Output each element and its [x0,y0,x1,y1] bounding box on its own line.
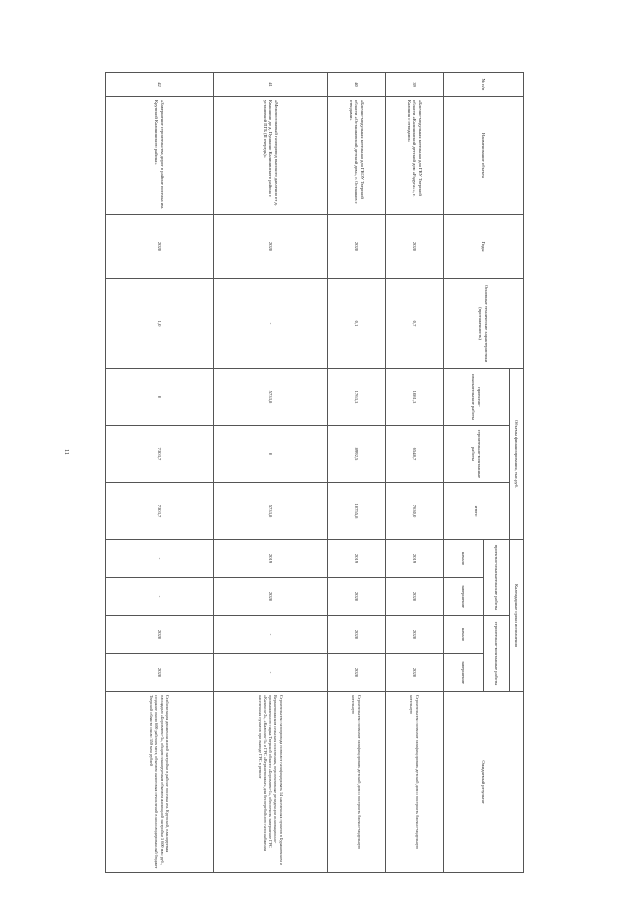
row-result: Стабилизация движения жилой застройки в районе поселка им. Крупской, планируемая площадью «Боровлево-3», общим планируемым объемом жилищной застройки 5 600 млн руб., создание около 600 рабочих мест, объемом налоговых отчислений в консолидированный бюджет Тверской области около 350 млн рублей [106,692,214,873]
table-row [214,73,328,873]
table-row [106,73,214,873]
row-total: 7630,0 [386,483,444,540]
row-name: «Блочно-модульная котельная для ГКОУ Тверской области «Осташковский детский дом», г. Осташков с отводами» [328,97,386,215]
header-deadlines-design: проектно-изыскательские работы [484,540,510,616]
row-construction-end: 2020 [386,654,444,692]
row-construction-start: - [214,616,328,654]
row-design-end: 2020 [214,578,328,616]
row-total: 7303,7 [106,483,214,540]
row-result: Строительство позволит газифицировать детский дом и построить блочно-модульную котельную [328,692,386,873]
header-design-start: начало [444,540,484,578]
row-design-start: 2019 [214,540,328,578]
row-characteristics: - [214,279,328,369]
row-construction-cost: 6548,7 [386,426,444,483]
row-design-cost: 5733,8 [214,369,328,426]
row-num: 42 [106,73,214,97]
row-design-cost: 0 [106,369,214,426]
page-number: 11 [63,449,69,455]
rotated-table-container [106,72,524,872]
projects-table [105,72,524,873]
header-design-end: завершение [444,578,484,616]
row-construction-cost: 8992,5 [328,426,386,483]
row-construction-start: 2020 [106,616,214,654]
row-design-end: 2020 [328,578,386,616]
row-num: 39 [386,73,444,97]
header-characteristics: Основные технические характеристики (протяженность) [444,279,524,369]
row-year: 2020 [386,215,444,279]
row-num: 41 [214,73,328,97]
row-design-start: 2019 [328,540,386,578]
row-year: 2020 [214,215,328,279]
row-design-cost: 1763,3 [328,369,386,426]
row-name: «Межпоселковый газопровод высокого давления от д. Квакшино до д. Пушкино Калининского района с установкой ПГБ (II очередь)» [214,97,328,215]
row-total: 5733,8 [214,483,328,540]
row-total: 10755,8 [328,483,386,540]
row-year: 2020 [106,215,214,279]
header-name: Наименование объекта [444,97,524,215]
header-num: № п/п [444,73,524,97]
table-row [328,73,386,873]
row-name: «Блочно-модульная котельная для ГКУ Тверской области «Калининский детский дом «Радуга»», г. Калинин с отводами» [386,97,444,215]
row-design-end: 2020 [386,578,444,616]
header-result: Ожидаемый результат [444,692,524,873]
row-characteristics: 1,0 [106,279,214,369]
header-deadlines: Календарные сроки исполнения [510,540,524,692]
row-design-cost: 1081,3 [386,369,444,426]
header-deadlines-construction: строительно-монтажные работы [484,616,510,692]
row-construction-start: 2020 [328,616,386,654]
header-funding-construction: строительно-монтажные работы [444,426,510,483]
row-construction-cost: 0 [214,426,328,483]
row-name: «Завершение строительства дорог в районе поселка им. Крупской Калининского района» [106,97,214,215]
header-construction-start: начало [444,616,484,654]
row-num: 40 [328,73,386,97]
header-years: Годы [444,215,524,279]
row-design-end: - [106,578,214,616]
row-year: 2020 [328,215,386,279]
header-funding: Объемы финансирования, тыс.руб. [510,369,524,540]
header-funding-total: итого [444,483,510,540]
table-row [386,73,444,873]
header-construction-end: завершение [444,654,484,692]
row-result: Строительство газопровода позволит газифицировать 14 населенных пунктов в Бурашевском и Верхневолжском сельских поселениях, перспективные резиденции инновационно-промышленного парка Тверской области «Боровлево-1», обеспечить завершение ГРС «Калинин-2», «Калинин-3» и ГРС «Верхневолжье» для бесперебойного газоснабжения населенных пунктов при выводе ГРС в ремонт [214,692,328,873]
row-design-start: 2019 [386,540,444,578]
row-construction-cost: 7303,7 [106,426,214,483]
row-characteristics: 0,7 [386,279,444,369]
row-result: Строительство позволит газифицировать детский дом и построить блочно-модульную котельную [386,692,444,873]
row-characteristics: 0,1 [328,279,386,369]
row-construction-end: 2020 [106,654,214,692]
row-design-start: - [106,540,214,578]
header-funding-design: проектно-изыскательские работы [444,369,510,426]
row-construction-end: 2020 [328,654,386,692]
row-construction-start: 2020 [386,616,444,654]
row-construction-end: - [214,654,328,692]
